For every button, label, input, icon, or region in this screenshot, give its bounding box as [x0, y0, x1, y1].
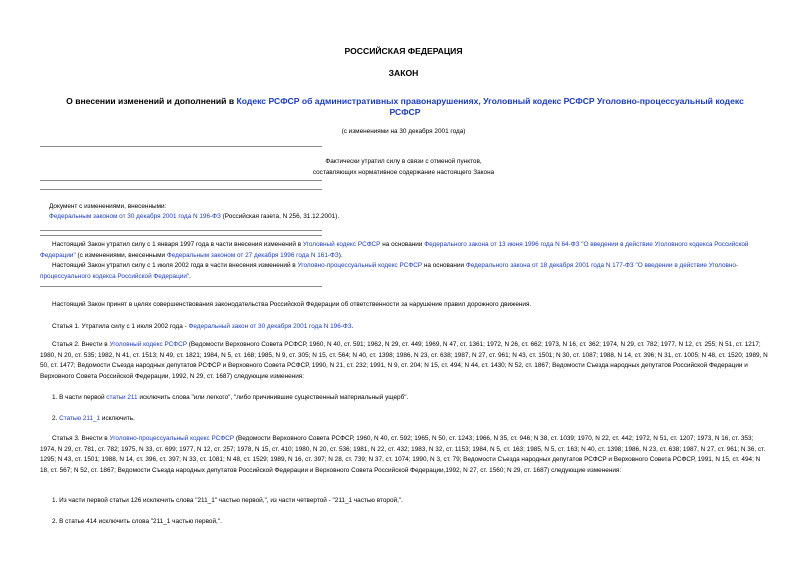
divider: [40, 230, 322, 231]
article-2-item-2: [40, 414, 770, 425]
doc-changes-source: (Российская газета, N 256, 31.12.2001).: [220, 213, 340, 220]
text: Настоящий Закон утратил силу с 1 июля 2002 года в части внесения изменений в: [52, 262, 298, 269]
text: (с изменениями, внесенными: [75, 251, 167, 259]
text: .: [351, 323, 354, 330]
doc-type-heading: ЗАКОН: [388, 68, 419, 78]
law-161fz-link[interactable]: Федеральным законом от 27 декабря 1996 года N 161-ФЗ: [166, 251, 339, 259]
country-heading: РОССИЙСКАЯ ФЕДЕРАЦИЯ: [344, 46, 463, 56]
doc-changes-law-link[interactable]: Федеральным законом от 30 декабря 2001 года N 196-ФЗ: [49, 213, 221, 220]
text: Статья 3. Внести в: [52, 435, 110, 442]
text: Настоящий Закон утратил силу с 1 января 1997 года в части внесения изменений в: [52, 241, 303, 248]
text: .: [189, 272, 191, 280]
text: на основании: [422, 262, 466, 269]
changes-note: (с изменениями на 30 декабря 2001 года): [341, 128, 466, 135]
divider: [40, 235, 322, 236]
text: на основании: [380, 241, 425, 248]
divider: [40, 189, 322, 190]
article-3-item-2: [40, 517, 770, 528]
criminal-code-link[interactable]: Уголовный кодекс РСФСР: [109, 341, 188, 348]
title-codes-link[interactable]: Кодекс РСФСР об административных правонарушениях, Уголовный кодекс РСФСР Уголовно-процессуальный кодекс РСФСР: [236, 96, 744, 117]
text: (Ведомости Верховного Совета РСФСР, 1960, N 40, ст. 592; 1965, N 50, ст. 1243; 1966, N 35, ст. 946; N 38, ст. 1039; 1970, N 22, ст. 442; 1972, N 51, ст. 1207; 1973, N 16, ст. 353; 1974, N 29, ст. 781, ст. 782; 1975, N 33, ст. 699; 1977, N 12, ст. 257; 1978, N 15, ст. 410; 1980, N 20, ст. 536; 1981, N 22, ст. 432; 1983, N 32, ст. 1153; 1984, N 5, ст. 163; 1985, N 5, ст. 163; N 40, ст. 1398; 1986, N 23, ст. 638; 1987, N 27, ст. 961; N 36, ст. 1295; N 43, ст. 1501; 1988, N 14, ст. 396, ст. 397; N 33, ст. 1081; N 48, ст. 1529; 1989, N 16, ст. 397; N 28, ст. 739; N 37, ст. 1074; 1990, N 3, ст. 79; Ведомости Съезда народных депутатов РСФСР и Верховного Совета РСФСР, 1991, N 15, ст. 494; N 18, ст. 567; N 52, ст. 1867; Ведомости Съезда народных депутатов Российской Федерации и Верховного Совета Российской Федерации,1992, N 27, ст. 1560; N 29, ст. 1687) следующие изменения:: [40, 435, 766, 474]
text: 2. В статье 414 исключить слова "211_1 частью первой,".: [52, 518, 222, 525]
document-title: [60, 96, 750, 118]
text: 1. Из части первой статьи 126 исключить слова "211_1" частью первой,", из части четвертой - "211_1 частью второй,".: [52, 497, 403, 504]
law-177fz-link[interactable]: Федерального закона от 18 декабря 2001 года N 177-ФЗ "О введении в действие Уголовно-процессуального кодекса Российской Федерации": [40, 262, 739, 280]
criminal-procedure-code-link[interactable]: Уголовно-процессуальный кодекс РСФСР: [109, 435, 235, 442]
text: 2.: [52, 415, 60, 422]
text: Статья 2. Внести в: [52, 341, 110, 348]
text: ).: [338, 251, 343, 259]
lost-force-paragraph-2: [40, 261, 770, 282]
article-2-item-1: [40, 393, 770, 404]
article-3-item-1: [40, 496, 770, 507]
status-note-line1: Фактически утратил силу в связи с отменой пунктов,: [325, 158, 482, 165]
article-211-1-link[interactable]: Статью 211_1: [59, 415, 101, 422]
lost-force-paragraph-1: [40, 240, 770, 261]
purpose-paragraph: [40, 300, 770, 311]
text: Статья 1. Утратила силу с 1 июля 2002 года -: [52, 323, 189, 330]
law-64fz-link[interactable]: Федерального закона от 13 июня 1996 года N 64-ФЗ "О введении в действие Уголовного кодекса Российской Федерации": [40, 241, 749, 259]
criminal-procedure-code-link[interactable]: Уголовно-процессуальный кодекс РСФСР: [297, 262, 423, 269]
text: исключить слова "или легкого", "либо причинившие существенный материальный ущерб".: [137, 394, 409, 401]
text: исключить.: [100, 415, 135, 422]
title-prefix: О внесении изменений и дополнений в: [66, 96, 237, 106]
article-1: [40, 322, 770, 333]
doc-changes-label: Документ с изменениями, внесенными:: [49, 203, 167, 210]
divider: [40, 286, 322, 287]
status-note: [0, 156, 807, 178]
law-196fz-link[interactable]: Федеральный закон от 30 декабря 2001 года N 196-ФЗ: [188, 323, 352, 330]
article-3: [40, 434, 770, 476]
text: Настоящий Закон принят в целях совершенствования законодательства Российской Федерации об ответственности за нарушение правил дорожного движения.: [52, 301, 532, 308]
doc-changes-item: [49, 213, 339, 220]
article-2: [40, 340, 770, 382]
divider: [40, 180, 322, 181]
status-note-line2: составляющих нормативное содержание настоящего Закона: [312, 169, 495, 176]
article-211-link[interactable]: статьи 211: [106, 394, 138, 401]
text: 1. В части первой: [52, 394, 107, 401]
criminal-code-link[interactable]: Уголовный кодекс РСФСР: [302, 241, 381, 248]
text: (Ведомости Верховного Совета РСФСР, 1960, N 40, ст. 591; 1962, N 29, ст. 449; 1969, N 47, ст. 1361; 1972, N 26, ст. 662; 1973, N 16, ст. 362; 1974, N 29, ст. 782; 1977, N 12, ст. 255; N 51, ст. 1217; 1980, N 20, ст. 535; 1982, N 41, ст. 1513; N 49, ст. 1821; 1984, N 5, ст. 168; 1985, N 9, ст. 305; N 15, ст. 564; N 40, ст. 1398; 1986, N 23, ст. 638; 1987, N 27, ст. 961; N 43, ст. 1501; N 30, ст. 1087; 1988, N 14, ст. 396; N 31, ст. 1005; N 48, ст. 1520; 1989, N 50, ст. 1477; Ведомости Съезда народных депутатов РСФСР и Верховного Совета РСФСР, 1990, N 21, ст. 232; 1991, N 9, ст. 204; N 15, ст. 494; N 44, ст. 1430; N 52, ст. 1867; Ведомости Съезда народных депутатов Российской Федерации и Верховного Совета Российской Федерации, 1992, N 29, ст. 1687) следующие изменения:: [40, 341, 768, 380]
divider: [40, 146, 322, 147]
